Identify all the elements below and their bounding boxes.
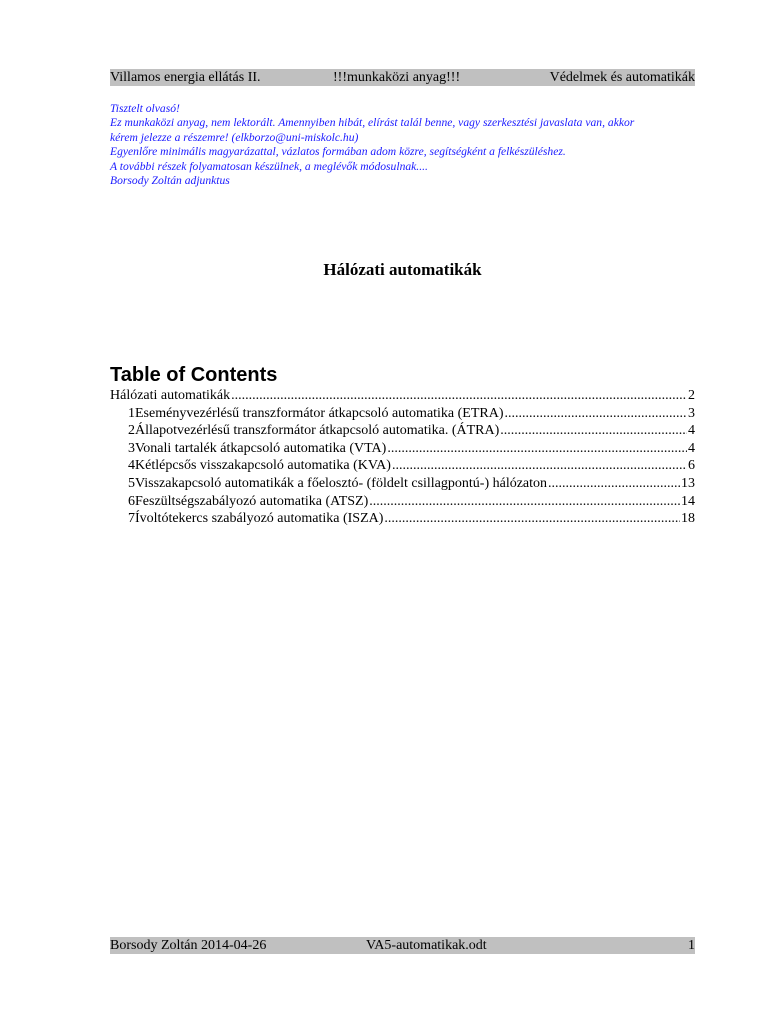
notice-line: Borsody Zoltán adjunktus: [110, 174, 230, 188]
toc-entry[interactable]: [110, 493, 695, 511]
toc-entry-text: Hálózati automatikák: [110, 388, 231, 403]
notice-line: Egyenlőre minimális magyarázattal, vázlatos formában adom közre, segítségként a felkészüléshez.: [110, 145, 566, 159]
toc-entry[interactable]: [110, 440, 695, 458]
toc-heading: Table of Contents: [110, 364, 278, 386]
page-footer: [110, 937, 695, 954]
document-title: Hálózati automatikák: [323, 260, 482, 279]
header-center-text: !!!munkaközi anyag!!!: [333, 70, 461, 85]
toc-entry-page: 14: [681, 493, 695, 509]
header-left-text: Villamos energia ellátás II.: [110, 70, 261, 85]
toc-entry-page: 4: [688, 440, 695, 456]
toc-leader-dots: [231, 387, 687, 405]
toc-entry-text: 1Eseményvezérlésű transzformátor átkapcsoló automatika (ETRA): [128, 405, 504, 421]
footer-page-number: 1: [688, 938, 695, 953]
toc-entry[interactable]: [110, 475, 695, 493]
toc-entry-text: 7Ívoltótekercs szabályozó automatika (ISZA): [128, 511, 384, 527]
toc-entry[interactable]: [110, 405, 695, 423]
toc-entry[interactable]: [110, 510, 695, 528]
toc-leader-dots: [548, 475, 680, 493]
toc-entry-text: 5Visszakapcsoló automatikák a főelosztó- (földelt csillagpontú-) hálózaton: [128, 475, 548, 491]
reader-notice: [110, 102, 700, 188]
page-header: [110, 69, 695, 86]
toc-entry-text: 3Vonali tartalék átkapcsoló automatika (VTA): [128, 440, 387, 456]
toc-entry[interactable]: [110, 457, 695, 475]
notice-line: Ez munkaközi anyag, nem lektorált. Amennyiben hibát, elírást talál benne, vagy szerkesztési javaslata van, akkor: [110, 116, 635, 130]
toc-entry-text: 6Feszültségszabályozó automatika (ATSZ): [128, 493, 369, 509]
toc-entry-page: 6: [688, 458, 695, 474]
toc-leader-dots: [505, 405, 687, 423]
toc-entry-page: 13: [681, 475, 695, 491]
toc-entry-text: 2Állapotvezérlésű transzformátor átkapcsoló automatika. (ÁTRA): [128, 423, 500, 439]
toc-entry-page: 4: [688, 423, 695, 439]
toc-leader-dots: [500, 422, 687, 440]
toc-entry[interactable]: [110, 387, 695, 405]
toc-leader-dots: [369, 493, 680, 511]
notice-line: kérem jelezze a részemre! (elkborzo@uni-miskolc.hu): [110, 130, 359, 144]
footer-filename: VA5-automatikak.odt: [366, 938, 487, 953]
toc-leader-dots: [387, 440, 687, 458]
toc-entry[interactable]: [110, 422, 695, 440]
notice-line: Tisztelt olvasó!: [110, 102, 180, 115]
table-of-contents: [110, 387, 695, 528]
toc-leader-dots: [384, 510, 680, 528]
footer-author-date: Borsody Zoltán 2014-04-26: [110, 938, 267, 953]
toc-entry-page: 2: [688, 388, 695, 403]
header-right-text: Védelmek és automatikák: [549, 70, 695, 85]
toc-entry-text: 4Kétlépcsős visszakapcsoló automatika (KVA): [128, 458, 391, 474]
toc-entry-page: 3: [688, 405, 695, 421]
document-page: [110, 0, 695, 1024]
toc-entry-page: 18: [681, 511, 695, 527]
notice-line: A további részek folyamatosan készülnek, a meglévők módosulnak....: [110, 159, 428, 173]
toc-leader-dots: [392, 457, 687, 475]
